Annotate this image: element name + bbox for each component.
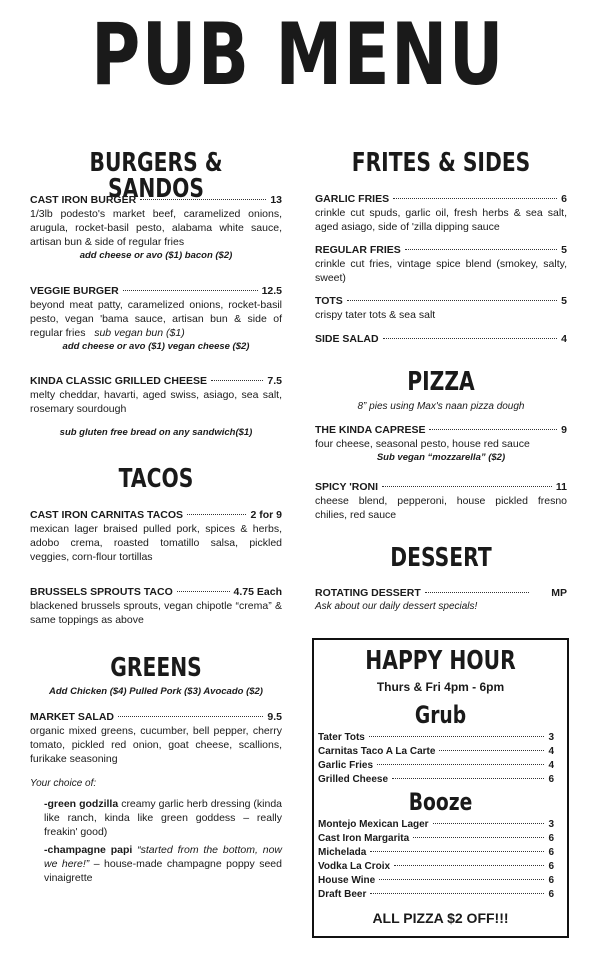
gluten-free-note: sub gluten free bread on any sandwich($1): [59, 427, 253, 438]
item-name: House Wine: [318, 875, 376, 886]
list-item: [318, 889, 554, 903]
item-price: 6: [548, 875, 554, 886]
item-price: 5: [561, 295, 567, 307]
item-price: 4: [548, 760, 554, 771]
list-item: [318, 819, 554, 833]
item-name: Cast Iron Margarita: [318, 833, 410, 844]
item-desc: mexican lager braised pulled pork, spices & herbs, adobo crema, roasted tomatillo salsa, pickled veggies, corn-flour tortillas: [30, 523, 282, 563]
item-name: SIDE SALAD: [315, 333, 379, 345]
item-desc: crinkle cut spuds, garlic oil, fresh herbs & sea salt, aged asiago, side of 'zilla dipping sauce: [315, 207, 567, 233]
happy-hour-days: Thurs & Fri 4pm - 6pm: [376, 680, 505, 694]
item-price: 5: [561, 244, 567, 256]
grub-heading: Grub: [414, 701, 467, 729]
item-desc: blackened brussels sprouts, vegan chipotle “crema” & same toppings as above: [30, 600, 282, 626]
item-price: 6: [548, 847, 554, 858]
greens-heading: GREENS: [110, 653, 202, 683]
page-title: PUB MENU: [91, 5, 505, 105]
dressing-desc: – house-made champagne poppy seed vinaigrette: [44, 858, 282, 884]
item-desc: organic mixed greens, cucumber, bell pepper, cherry tomato, pickled red onion, goat cheese, scallions, furikake seasoning: [30, 725, 282, 765]
pizza-heading: PIZZA: [407, 367, 475, 397]
menu-item: [30, 193, 282, 263]
burgers-heading: BURGERS & SANDOS: [89, 148, 223, 204]
item-desc: [30, 298, 282, 340]
item-price: 9.5: [267, 711, 282, 723]
greens-addons: Add Chicken ($4) Pulled Pork ($3) Avocado ($2): [49, 686, 263, 697]
frites-heading: FRITES & SIDES: [351, 148, 531, 178]
list-item: [318, 875, 554, 889]
item-price: 6: [548, 833, 554, 844]
item-desc: cheese blend, pepperoni, house pickled fresno chilies, red sauce: [315, 495, 567, 521]
pizza-promo: ALL PIZZA $2 OFF!!!: [372, 910, 509, 926]
item-desc: crispy tater tots & sea salt: [315, 309, 436, 321]
list-item: [318, 760, 554, 774]
menu-item: [315, 423, 567, 465]
dressing-name: -green godzilla: [44, 798, 119, 810]
item-name: Montejo Mexican Lager: [318, 819, 429, 830]
item-price: 7.5: [267, 375, 282, 387]
list-item: [318, 833, 554, 847]
menu-item: [315, 294, 567, 322]
dressing-green-godzilla: [30, 797, 282, 839]
dressing-desc: creamy garlic herb dressing (kinda like ranch, kinda like green goddess – really freakin' good): [44, 798, 283, 838]
item-desc: melty cheddar, havarti, aged swiss, asiago, sea salt, rosemary sourdough: [30, 389, 282, 415]
item-name: KINDA CLASSIC GRILLED CHEESE: [30, 375, 207, 387]
menu-item: [315, 480, 567, 522]
item-price: 11: [555, 481, 567, 493]
happy-hour-heading: HAPPY HOUR: [365, 646, 516, 676]
menu-item: [315, 586, 567, 614]
item-price: 6: [548, 861, 554, 872]
right-column: [315, 0, 567, 640]
item-name: CAST IRON BURGER: [30, 194, 137, 206]
item-name: CAST IRON CARNITAS TACOS: [30, 509, 184, 521]
list-item: [318, 732, 554, 746]
item-name: Michelada: [318, 847, 367, 858]
item-desc: crinkle cut fries, vintage spice blend (smokey, salty, sweet): [315, 258, 567, 284]
item-note: Sub vegan “mozzarella” ($2): [376, 452, 506, 463]
item-name: Vodka La Croix: [318, 861, 391, 872]
item-price: 9: [561, 424, 567, 436]
list-item: [318, 861, 554, 875]
list-item: [318, 847, 554, 861]
item-price: MP: [551, 587, 567, 599]
item-price: 13: [270, 194, 282, 206]
item-name: ROTATING DESSERT: [315, 587, 421, 599]
pizza-subtitle: 8” pies using Max's naan pizza dough: [357, 401, 525, 412]
item-price: 3: [548, 732, 554, 743]
dressing-choice-label: Your choice of:: [30, 778, 97, 789]
item-price: 2 for 9: [250, 509, 282, 521]
menu-item: [30, 374, 282, 416]
item-price: 4.75 Each: [233, 586, 282, 598]
item-desc: 1/3lb podesto's market beef, caramelized onions, arugula, rocket-basil pesto, alabama white sauce, artisan bun & side of regular fries: [30, 208, 282, 248]
dressing-champagne-papi: [30, 843, 282, 885]
item-name: THE KINDA CAPRESE: [315, 424, 426, 436]
booze-heading: Booze: [408, 788, 473, 816]
booze-list: [318, 819, 554, 903]
item-note: add cheese or avo ($1) vegan cheese ($2): [62, 341, 250, 352]
item-name: SPICY 'RONI: [315, 481, 378, 493]
item-name: Tater Tots: [318, 732, 365, 743]
item-price: 4: [548, 746, 554, 757]
item-desc-text: beyond meat patty, caramelized onions, rocket-basil pesto, vegan 'bama sauce, artisan bun & side of regular fries: [30, 299, 282, 339]
item-desc: four cheese, seasonal pesto, house red sauce: [315, 438, 530, 450]
item-name: Draft Beer: [318, 889, 367, 900]
left-column: [30, 0, 282, 960]
item-name: Grilled Cheese: [318, 774, 389, 785]
menu-item: [315, 192, 567, 234]
item-name: REGULAR FRIES: [315, 244, 401, 256]
item-name: Carnitas Taco A La Carte: [318, 746, 436, 757]
menu-item: [30, 585, 282, 627]
item-name: MARKET SALAD: [30, 711, 114, 723]
item-name: BRUSSELS SPROUTS TACO: [30, 586, 173, 598]
menu-item: [30, 508, 282, 564]
item-price: 12.5: [261, 285, 282, 297]
menu-item: [315, 332, 567, 346]
item-name: TOTS: [315, 295, 343, 307]
item-price: 6: [548, 889, 554, 900]
item-price: 6: [548, 774, 554, 785]
item-price: 6: [561, 193, 567, 205]
happy-hour-box: [312, 638, 569, 938]
item-desc-note: sub vegan bun ($1): [94, 327, 185, 339]
item-name: VEGGIE BURGER: [30, 285, 119, 297]
list-item: [318, 746, 554, 760]
item-name: GARLIC FRIES: [315, 193, 390, 205]
menu-item: [30, 284, 282, 354]
tacos-heading: TACOS: [118, 464, 194, 494]
dressing-name: -champagne papi: [44, 844, 133, 856]
item-name: Garlic Fries: [318, 760, 374, 771]
item-desc: Ask about our daily dessert specials!: [315, 601, 478, 612]
item-price: 3: [548, 819, 554, 830]
menu-item: [30, 710, 282, 766]
item-note: add cheese or avo ($1) bacon ($2): [79, 250, 233, 261]
grub-list: [318, 732, 554, 788]
dressing-quote: “started from the bottom, now we here!”: [44, 844, 282, 870]
list-item: [318, 774, 554, 788]
dessert-heading: DESSERT: [390, 543, 492, 573]
item-price: 4: [561, 333, 567, 345]
menu-item: [315, 243, 567, 285]
